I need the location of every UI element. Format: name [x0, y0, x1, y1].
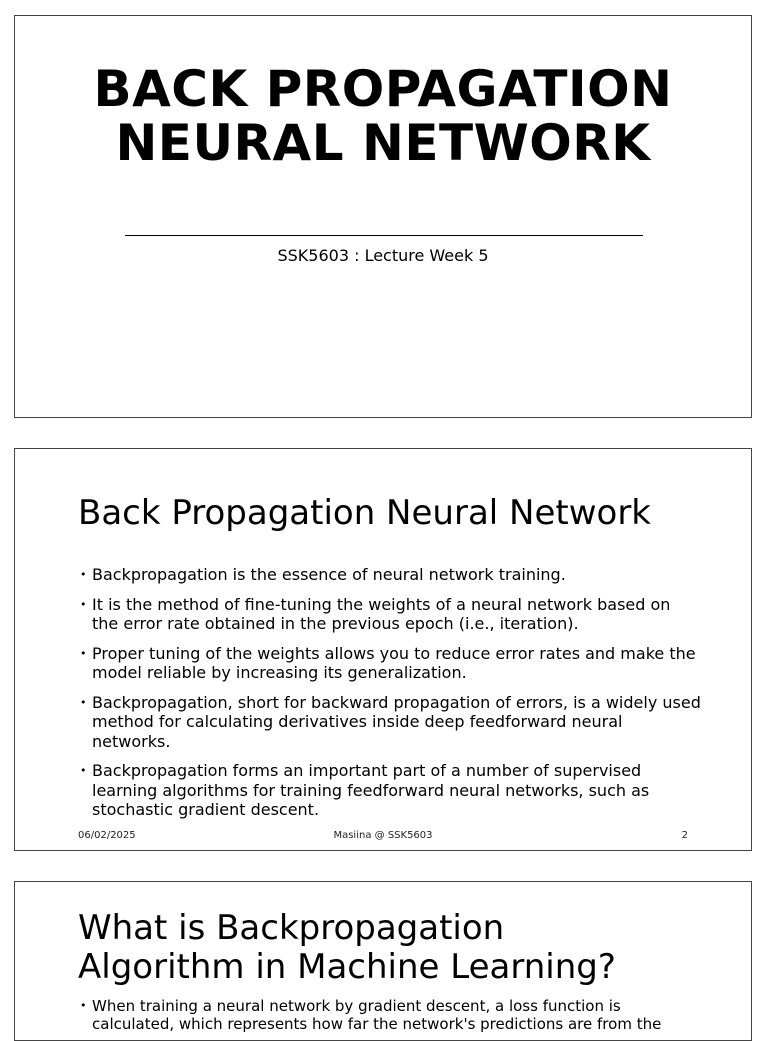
title-divider — [125, 235, 643, 236]
bullet-item — [78, 997, 701, 1033]
slide-3-title-line-1: What is Backpropagation — [78, 908, 505, 948]
bullet-item — [78, 761, 701, 820]
footer-author: Masiina @ SSK5603 — [333, 830, 433, 841]
bullet-item — [78, 693, 701, 752]
slide-2-bullet-list — [78, 565, 701, 830]
bullet-text: Proper tuning of the weights allows you to reduce error rates and make the model reliable by increasing its generalization. — [92, 643, 696, 682]
bullet-icon: • — [80, 597, 87, 611]
slide-2 — [14, 448, 752, 851]
bullet-icon: • — [80, 568, 87, 581]
slide-2-title: Back Propagation Neural Network — [78, 493, 651, 533]
slide-1-title — [15, 62, 751, 170]
slide-1-title-line-2: NEURAL NETWORK — [115, 114, 651, 172]
bullet-icon: • — [80, 646, 87, 660]
footer-date: 06/02/2025 — [78, 830, 136, 841]
bullet-text: Backpropagation forms an important part of a number of supervised learning algorithms for training feedforward neural networks, such as stochastic gradient descent. — [92, 761, 650, 819]
slide-3-title-line-2: Algorithm in Machine Learning? — [78, 947, 616, 987]
slide-3 — [14, 881, 752, 1041]
slide-1-subtitle: SSK5603 : Lecture Week 5 — [277, 246, 489, 265]
bullet-icon: • — [80, 999, 87, 1012]
slide-1-title-line-1: BACK PROPAGATION — [93, 60, 673, 118]
footer-page-number: 2 — [681, 830, 688, 841]
bullet-icon: • — [80, 764, 87, 777]
bullet-text: Backpropagation is the essence of neural network training. — [92, 565, 566, 584]
slide-3-bullet-list — [78, 997, 701, 1041]
bullet-text: When training a neural network by gradient descent, a loss function is calculated, which represents how far the network's predictions are from the — [92, 997, 662, 1033]
slide-1 — [14, 15, 752, 418]
bullet-item — [78, 644, 701, 683]
slide-3-title — [78, 909, 616, 987]
bullet-item — [78, 595, 701, 634]
bullet-text: It is the method of fine-tuning the weights of a neural network based on the error rate obtained in the previous epoch (i.e., iteration). — [92, 594, 671, 633]
bullet-icon: • — [80, 695, 87, 709]
bullet-item — [78, 565, 701, 585]
bullet-text: Backpropagation, short for backward propagation of errors, is a widely used method for calculating derivatives inside deep feedforward neural networks. — [92, 692, 701, 751]
